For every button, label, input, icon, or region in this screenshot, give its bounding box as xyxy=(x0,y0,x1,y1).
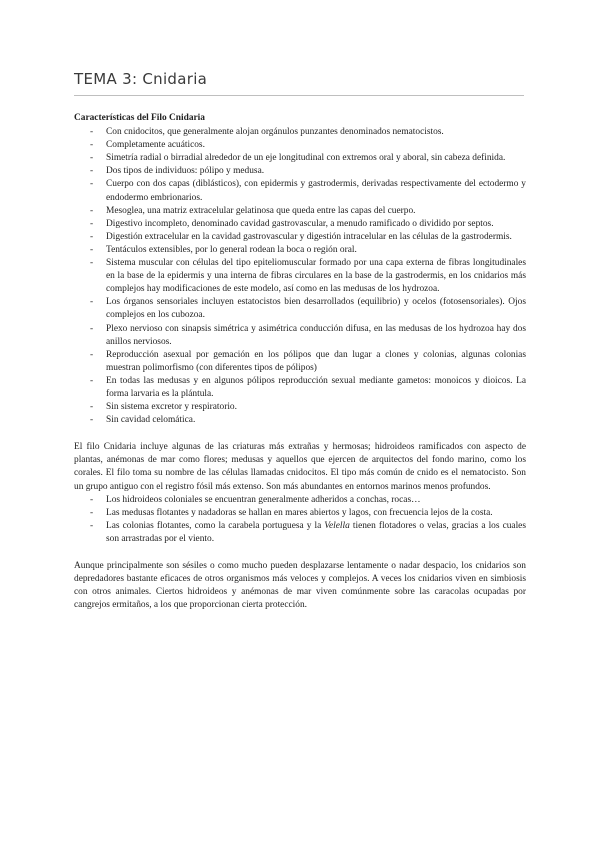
list-item: - Sistema muscular con células del tipo epiteliomuscular formado por una capa externa de fibras longitudinales en la base de la epidermis y una interna de fibras circulares en la base de la gastrodermis, en los cnidarios más complejos hay modificaciones de este modelo, así como en las medusas de los hydrozoa. xyxy=(74,257,526,296)
list-item xyxy=(74,520,526,546)
intro-paragraph: El filo Cnidaria incluye algunas de las criaturas más extrañas y hermosas; hidroideos ramificados con aspecto de plantas, anémonas de mar como flores; medusas y aquellos que ejercen de arquitectos del fondo marino, como los corales. El filo toma su nombre de las células llamadas cnidocitos. El tipo más común de cnido es el nematocisto. Son un grupo antiguo con el registro fósil más extenso. Son más abundantes en entornos marinos menos profundos. xyxy=(74,442,526,492)
title-divider xyxy=(74,95,524,96)
list-item: - Cuerpo con dos capas (diblásticos), con epidermis y gastrodermis, derivadas respectivamente del ectodermo y endodermo embrionarios. xyxy=(74,178,526,204)
list-item: - Completamente acuáticos. xyxy=(74,139,526,152)
list-item: - Las medusas flotantes y nadadoras se hallan en mares abiertos y lagos, con frecuencia lejos de la costa. xyxy=(74,507,526,520)
habitat-list xyxy=(74,494,526,546)
list-item: - Plexo nervioso con sinapsis simétrica y asimétrica conducción difusa, en las medusas de los hydrozoa hay dos anillos nerviosos. xyxy=(74,323,526,349)
document-body xyxy=(74,112,526,612)
velella-term: Velella xyxy=(324,520,350,531)
list-item: - Simetría radial o birradial alrededor de un eje longitudinal con extremos oral y aboral, sin cabeza definida. xyxy=(74,152,526,165)
list-item: - Tentáculos extensibles, por lo general rodean la boca o región oral. xyxy=(74,244,526,257)
list-item: - Mesoglea, una matriz extracelular gelatinosa que queda entre las capas del cuerpo. xyxy=(74,205,526,218)
list-item: - Reproducción asexual por gemación en los pólipos que dan lugar a clones y colonias, algunas colonias muestran polimorfismo (con diferentes tipos de pólipos) xyxy=(74,349,526,375)
list-item: - Digestión extracelular en la cavidad gastrovascular y digestión intracelular en las células de la gastrodermis. xyxy=(74,231,526,244)
list-item: - Con cnidocitos, que generalmente alojan orgánulos punzantes denominados nematocistos. xyxy=(74,126,526,139)
list-item: - Los órganos sensoriales incluyen estatocistos bien desarrollados (equilibrio) y ocelos (fotosensoriales). Ojos complejos en los cubozoa. xyxy=(74,296,526,322)
list-item: - Digestivo incompleto, denominado cavidad gastrovascular, a menudo ramificado o dividido por septos. xyxy=(74,218,526,231)
list-item: - Dos tipos de individuos: pólipo y medusa. xyxy=(74,165,526,178)
list-item: - En todas las medusas y en algunos pólipos reproducción sexual mediante gametos: monoicos y dioicos. La forma larvaria es la plántula. xyxy=(74,375,526,401)
list-item: - Los hidroideos coloniales se encuentran generalmente adheridos a conchas, rocas… xyxy=(74,494,526,507)
list-item: - Sin cavidad celomática. xyxy=(74,414,526,427)
predation-paragraph: Aunque principalmente son sésiles o como mucho pueden desplazarse lentamente o nadar despacio, los cnidarios son depredadores bastante eficaces de otros organismos más veloces y complejos. A veces los cnidarios viven en simbiosis con otros animales. Ciertos hidroideos y anémonas de mar viven comúnmente sobre las caracolas ocupadas por cangrejos ermitaños, a los que proporcionan cierta protección. xyxy=(74,561,526,611)
page-title: TEMA 3: Cnidaria xyxy=(74,70,208,88)
section-heading: Características del Filo Cnidaria xyxy=(74,113,205,123)
floating-text-start: Las colonias flotantes, como la carabela portuguesa y la xyxy=(106,520,325,531)
list-item: - Sin sistema excretor y respiratorio. xyxy=(74,401,526,414)
floating-text-end: tienen flotadores o velas, gracias a los cuales son arrastradas por el viento. xyxy=(106,520,526,544)
characteristics-list xyxy=(74,126,526,427)
